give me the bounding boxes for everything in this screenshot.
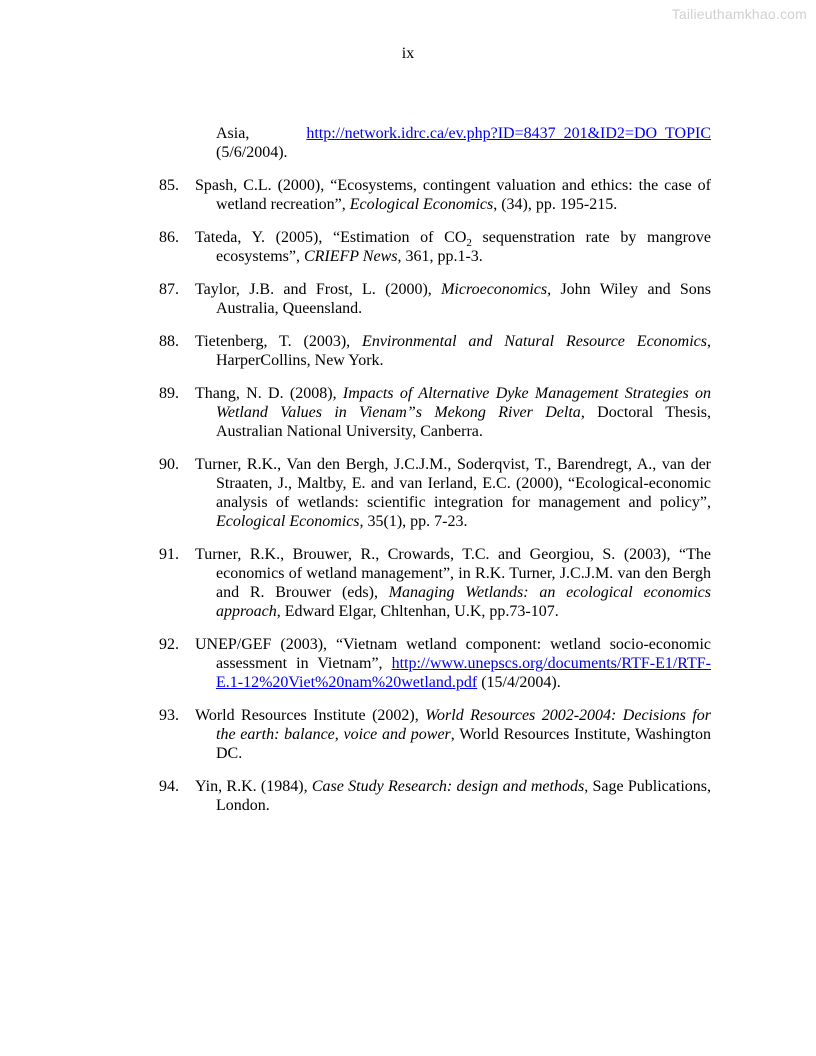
reference-number [159, 124, 195, 162]
reference-text: Tateda, Y. (2005), “Estimation of $CO_2$ sequenstration rate by mangrove ecosystems”, CRIEFP News, 361, pp.1-3. [195, 229, 711, 265]
reference-item [159, 384, 711, 441]
reference-text: UNEP/GEF (2003), “Vietnam wetland component: wetland socio-economic assessment in Vietnam”, http://www.unepscs.org/documents/RTF-E1/RTF-E.1-12%20Viet%20nam%20wetland.pdf (15/4/2004). [195, 636, 711, 691]
reference-item [159, 635, 711, 692]
reference-number: 86. [159, 229, 179, 246]
reference-item [159, 777, 711, 815]
reference-number: 89. [159, 385, 179, 402]
reference-item [159, 332, 711, 370]
reference-text: World Resources Institute (2002), World Resources 2002-2004: Decisions for the earth: balance, voice and power, World Resources Institute, Washington DC. [195, 707, 712, 762]
reference-continuation [159, 124, 711, 162]
page-number: ix [401, 45, 415, 62]
reference-link[interactable]: http://www.unepscs.org/documents/RTF-E1/RTF-E.1-12%20Viet%20nam%20wetland.pdf [216, 655, 711, 691]
reference-item [159, 455, 711, 531]
reference-number: 88. [159, 333, 179, 350]
reference-list [159, 124, 711, 829]
reference-text: Tietenberg, T. (2003), Environmental and Natural Resource Economics, HarperCollins, New York. [195, 333, 711, 369]
reference-number: 92. [159, 636, 179, 653]
reference-number: 91. [159, 546, 179, 563]
reference-item [159, 280, 711, 318]
reference-number: 94. [159, 778, 179, 795]
reference-text: Taylor, J.B. and Frost, L. (2000), Microeconomics, John Wiley and Sons Australia, Queensland. [195, 281, 712, 317]
reference-text: Turner, R.K., Brouwer, R., Crowards, T.C. and Georgiou, S. (2003), “The economics of wetland management”, in R.K. Turner, J.C.J.M. van den Bergh and R. Brouwer (eds), Managing Wetlands: an ecological economics approach, Edward Elgar, Chltenhan, U.K, pp.73-107. [195, 546, 711, 620]
reference-text [195, 124, 711, 162]
reference-item [159, 176, 711, 214]
reference-item [159, 545, 711, 621]
reference-number: 87. [159, 281, 179, 298]
reference-text: Thang, N. D. (2008), Impacts of Alternative Dyke Management Strategies on Wetland Values in Vienam”s Mekong River Delta, Doctoral Thesis, Australian National University, Canberra. [195, 385, 712, 440]
continuation-prefix: Asia, [216, 125, 250, 142]
watermark: Tailieuthamkhao.com [671, 6, 807, 22]
reference-number: 90. [159, 456, 179, 473]
reference-text: Yin, R.K. (1984), Case Study Research: design and methods, Sage Publications, London. [195, 778, 711, 814]
reference-item [159, 228, 711, 266]
reference-link[interactable]: http://network.idrc.ca/ev.php?ID=8437_201&ID2=DO_TOPIC [306, 125, 711, 142]
reference-number: 85. [159, 177, 179, 194]
reference-text: Turner, R.K., Van den Bergh, J.C.J.M., Soderqvist, T., Barendregt, A., van der Straaten, J., Maltby, E. and van Ierland, E.C. (2000), “Ecological-economic analysis of wetlands: scientific integration for management and policy”, Ecological Economics, 35(1), pp. 7-23. [195, 456, 711, 530]
reference-number: 93. [159, 707, 179, 724]
reference-item [159, 706, 711, 763]
reference-text: Spash, C.L. (2000), “Ecosystems, contingent valuation and ethics: the case of wetland recreation”, Ecological Economics, (34), pp. 195-215. [195, 177, 711, 213]
continuation-date: (5/6/2004). [216, 144, 288, 161]
